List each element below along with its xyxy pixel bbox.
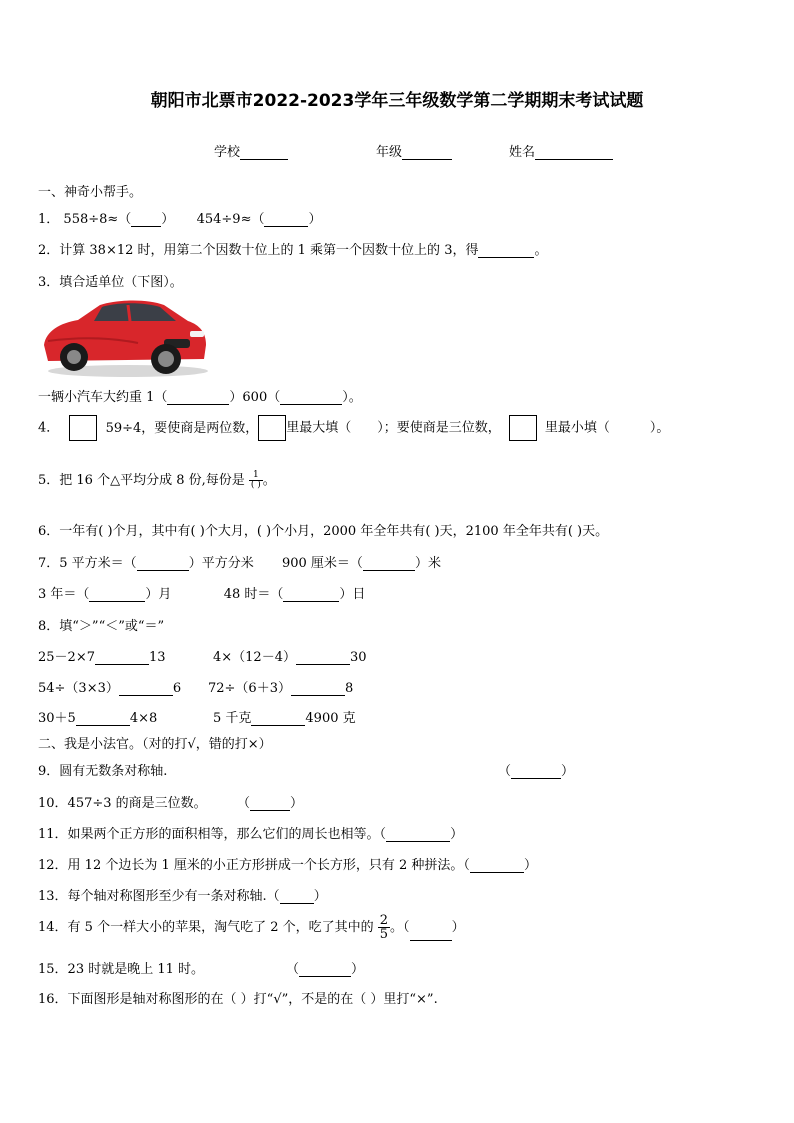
- q8-blank-6[interactable]: [251, 711, 305, 726]
- q10-number: 10．: [38, 796, 68, 811]
- q8-row-1b: [213, 646, 367, 665]
- q15-answer: [286, 958, 364, 977]
- q2-blank[interactable]: [478, 243, 534, 258]
- q3-sub-text: 一辆小汽车大约重 1（: [38, 390, 168, 405]
- q8-row-1a: [38, 646, 166, 665]
- q7-part-d: 48 时＝（: [223, 587, 284, 602]
- q8-left-5: 30＋5: [38, 711, 76, 726]
- q8-row-2a: [38, 677, 181, 696]
- q9-paren-close: ）: [561, 764, 575, 779]
- q8-row-3b: [213, 707, 356, 726]
- school-blank[interactable]: [240, 145, 288, 160]
- question-8: [38, 615, 164, 634]
- name-blank[interactable]: [535, 145, 613, 160]
- q3-blank-a[interactable]: [167, 390, 229, 405]
- q8-number: 8．: [38, 619, 60, 634]
- grade-label: 年级: [376, 145, 403, 160]
- page-title: 朝阳市北票市2022-2023学年三年级数学第二学期期末考试试题: [150, 91, 644, 111]
- q1-part-a-end: ）: [161, 212, 175, 227]
- q11-blank[interactable]: [386, 827, 450, 842]
- q14-number: 14．: [38, 920, 68, 935]
- q3-mid: ）600（: [229, 390, 281, 405]
- q14-frac-num: 2: [379, 913, 389, 928]
- q10-paren-open: （: [236, 796, 250, 811]
- q14-text: 有 5 个一样大小的苹果，淘气吃了 2 个，吃了其中的: [67, 920, 374, 935]
- question-10: [38, 792, 303, 811]
- q7-blank-b[interactable]: [363, 556, 415, 571]
- q4-box-2[interactable]: [258, 415, 286, 441]
- q1-blank-a[interactable]: [131, 212, 161, 227]
- q8-left-3: 54÷（3×3）: [38, 681, 119, 696]
- q11-text: 如果两个正方形的面积相等，那么它们的周长也相等。（: [67, 827, 387, 842]
- q8-blank-2[interactable]: [296, 650, 350, 665]
- q12-text: 用 12 个边长为 1 厘米的小正方形拼成一个长方形，只有 2 种拼法。（: [67, 858, 470, 873]
- q9-blank[interactable]: [511, 764, 561, 779]
- q8-row-3a: [38, 707, 157, 726]
- q5-frac-den[interactable]: ( ): [250, 480, 261, 490]
- q7-part-b-end: ）米: [414, 556, 441, 571]
- q9-number: 9．: [38, 764, 60, 779]
- q10-text: 457÷3 的商是三位数。: [67, 796, 207, 811]
- q2-text: 计算 38×12 时，用第二个因数十位上的 1 乘第一个因数十位上的 3，得: [59, 243, 479, 258]
- school-label: 学校: [214, 145, 241, 160]
- q15-text: 23 时就是晚上 11 时。: [67, 962, 205, 977]
- q12-blank[interactable]: [470, 858, 524, 873]
- q7-blank-a[interactable]: [137, 556, 189, 571]
- q8-blank-3[interactable]: [119, 681, 173, 696]
- q7-blank-c[interactable]: [89, 587, 145, 602]
- question-3-sub: [38, 386, 362, 405]
- q15-blank[interactable]: [299, 962, 351, 977]
- q12-number: 12．: [38, 858, 68, 873]
- q13-text: 每个轴对称图形至少有一条对称轴.（: [67, 889, 280, 904]
- q8-right-5: 4×8: [129, 711, 158, 726]
- q8-left-6: 5 千克: [213, 711, 252, 726]
- q9-answer: [498, 760, 574, 779]
- question-3: [38, 271, 183, 290]
- question-2: [38, 239, 547, 258]
- q4-part-e: ）。: [649, 420, 670, 436]
- q4-part-c: ）；要使商是三位数，: [377, 420, 501, 436]
- q7-blank-d[interactable]: [283, 587, 339, 602]
- q13-paren-close: ）: [313, 889, 327, 904]
- question-1: [38, 208, 321, 227]
- question-13: [38, 885, 327, 904]
- q4-part-d: 里最小填（: [544, 420, 610, 436]
- q13-blank[interactable]: [280, 889, 314, 904]
- q12-paren-close: ）: [523, 858, 537, 873]
- q4-box-1[interactable]: [69, 415, 97, 441]
- section2-heading: 二、我是小法官。（对的打√，错的打×）: [38, 737, 272, 752]
- q5-frac-num: 1: [249, 471, 263, 481]
- q8-right-3: 6: [172, 681, 182, 696]
- name-label: 姓名: [509, 145, 536, 160]
- q7-part-c: 3 年＝（: [38, 587, 90, 602]
- q5-number: 5．: [38, 473, 60, 488]
- question-5: [38, 469, 276, 490]
- q9-paren-open: （: [498, 764, 512, 779]
- q4-part-a: 59÷4，要使商是两位数，: [105, 420, 259, 436]
- q7-part-a: 5 平方米＝（: [59, 556, 137, 571]
- q7-part-d-end: ）日: [339, 587, 366, 602]
- q5-fraction: [249, 471, 263, 490]
- q8-row-2b: [208, 677, 353, 696]
- q14-fraction: [378, 914, 390, 941]
- section1-heading: 一、神奇小帮手。: [38, 185, 143, 200]
- question-9: [38, 760, 167, 779]
- q6-text: 一年有( )个月，其中有( )个大月，( )个小月，2000 年全年共有( )天，2100 年全年共有( )天。: [59, 524, 609, 539]
- q8-blank-1[interactable]: [95, 650, 149, 665]
- question-15: [38, 958, 204, 977]
- question-7-row2: [38, 583, 365, 602]
- q3-number: 3．: [38, 275, 60, 290]
- q7-number: 7．: [38, 556, 60, 571]
- q8-blank-5[interactable]: [76, 711, 130, 726]
- q9-text: 圆有无数条对称轴.: [59, 764, 168, 779]
- q5-end: 。: [262, 473, 276, 488]
- q1-part-b-end: ）: [308, 212, 322, 227]
- q3-text: 填合适单位（下图）。: [59, 275, 183, 290]
- q1-part-b: 454÷9≈（: [196, 212, 265, 227]
- school-field: [214, 141, 288, 160]
- q8-right-6: 4900 克: [305, 711, 356, 726]
- q1-number: 1．: [38, 212, 60, 227]
- q1-part-a: 558÷8≈（: [63, 212, 132, 227]
- q14-paren-close: ）: [451, 920, 465, 935]
- q13-number: 13．: [38, 889, 68, 904]
- q1-blank-b[interactable]: [264, 212, 308, 227]
- q15-paren-open: （: [286, 962, 300, 977]
- q2-number: 2．: [38, 243, 60, 258]
- q8-left-1: 25－2×7: [38, 650, 95, 665]
- q16-number: 16．: [38, 992, 68, 1007]
- q3-end: ）。: [342, 390, 362, 405]
- grade-field: [376, 141, 452, 160]
- q4-number: 4．: [38, 420, 60, 436]
- question-4: [38, 415, 669, 441]
- q7-part-a-end: ）平方分米: [188, 556, 254, 571]
- q14-blank[interactable]: [410, 926, 452, 941]
- q16-text: 下面图形是轴对称图形的在（ ）打“√”，不是的在（ ）里打“×”.: [67, 992, 438, 1007]
- question-11: [38, 823, 463, 842]
- q15-number: 15．: [38, 962, 68, 977]
- q7-part-b: 900 厘米＝（: [281, 556, 363, 571]
- q8-left-4: 72÷（6＋3）: [208, 681, 291, 696]
- q14-end: 。（: [390, 920, 410, 935]
- q8-text: 填“＞”“＜”或“＝”: [59, 619, 165, 634]
- q8-left-2: 4×（12－4）: [213, 650, 296, 665]
- q3-blank-b[interactable]: [280, 390, 342, 405]
- q11-paren-close: ）: [450, 827, 464, 842]
- grade-blank[interactable]: [402, 145, 452, 160]
- q6-number: 6．: [38, 524, 60, 539]
- q5-text: 把 16 个△平均分成 8 份,每份是: [59, 473, 245, 488]
- question-14: [38, 914, 465, 941]
- q4-box-3[interactable]: [509, 415, 537, 441]
- q10-blank[interactable]: [250, 796, 290, 811]
- q2-end: 。: [534, 243, 548, 258]
- q7-part-c-end: ）月: [145, 587, 172, 602]
- question-12: [38, 854, 537, 873]
- q14-frac-den: 5: [379, 927, 389, 942]
- question-16: [38, 988, 438, 1007]
- q11-number: 11．: [38, 827, 68, 842]
- question-7: [38, 552, 441, 571]
- q4-part-b: 里最大填（: [286, 420, 352, 436]
- q8-right-1: 13: [148, 650, 166, 665]
- q15-paren-close: ）: [351, 962, 365, 977]
- red-car-image: [38, 293, 210, 379]
- q8-blank-4[interactable]: [291, 681, 345, 696]
- q10-paren-close: ）: [289, 796, 303, 811]
- question-6: [38, 520, 608, 539]
- name-field: [509, 141, 613, 160]
- q8-right-2: 30: [349, 650, 367, 665]
- q8-right-4: 8: [344, 681, 354, 696]
